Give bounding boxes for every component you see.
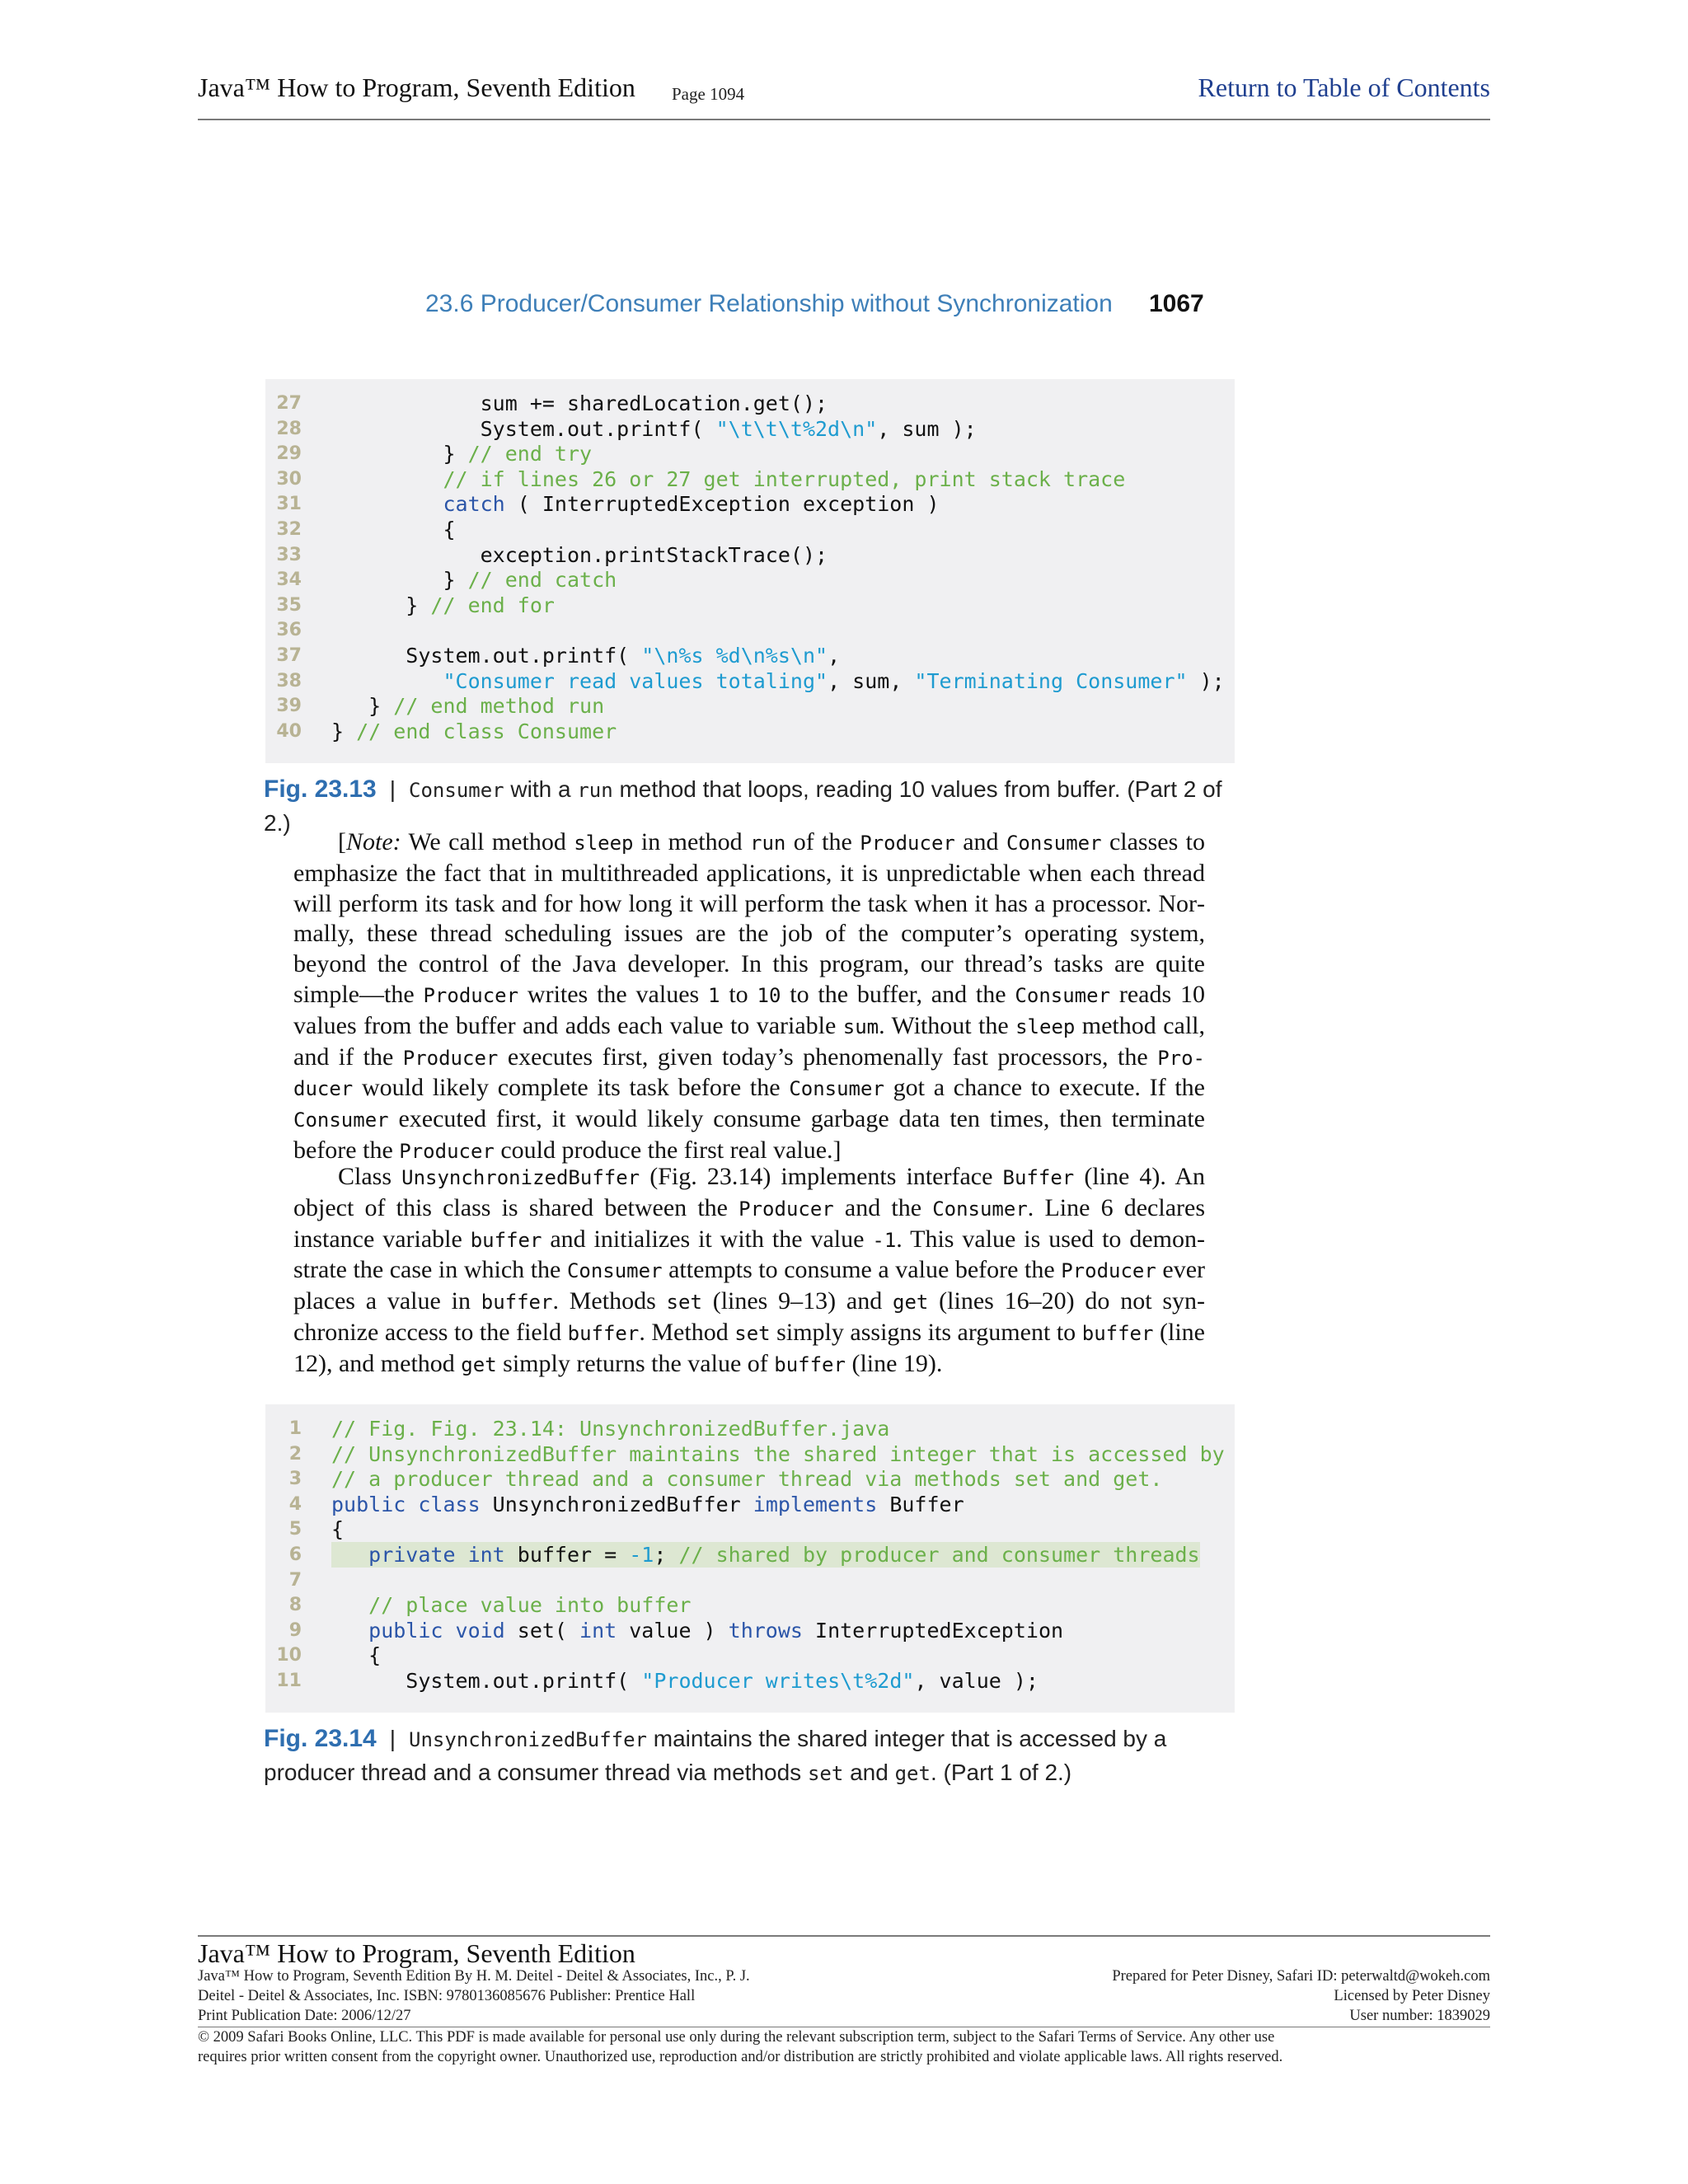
line-number: 40	[276, 720, 302, 742]
line-number: 37	[276, 645, 302, 666]
figure-caption-23-14	[264, 1722, 1245, 1790]
code-line	[265, 391, 1235, 416]
code-line	[265, 416, 1235, 442]
code-text: // if lines 26 or 27 get interrupted, print stack trace	[331, 466, 1126, 491]
body-text: reads 10 values from the buffer and adds each value to variable	[293, 980, 1205, 1039]
section-running-head: 23.6 Producer/Consumer Relationship without Synchronization	[425, 290, 1113, 317]
body-text: and initializes it with the value	[542, 1225, 873, 1253]
body-text: method call, and if the	[293, 1011, 1205, 1071]
body-text: could produce the first real value.]	[494, 1136, 842, 1164]
inline-code: UnsynchronizedBuffer	[401, 1166, 640, 1189]
code-text: // Fig. Fig. 23.14: UnsynchronizedBuffer.java	[331, 1417, 890, 1441]
caption-text: method that loops, reading 10 values from buffer. (Part 2 of 2.)	[264, 776, 1222, 836]
code-line	[265, 668, 1235, 694]
inline-code: set	[734, 1321, 771, 1345]
code-text: "Consumer read values totaling", sum, "Terminating Consumer" );	[331, 668, 1225, 693]
code-line	[265, 1466, 1235, 1492]
code-line	[265, 1568, 1235, 1593]
code-text: {	[331, 1643, 382, 1668]
line-number: 27	[276, 393, 302, 414]
top-header	[198, 73, 1490, 120]
code-line	[265, 1416, 1235, 1441]
body-text: Class	[338, 1163, 402, 1190]
code-text: exception.printStackTrace();	[331, 542, 828, 567]
body-text: . Methods	[552, 1287, 667, 1315]
line-number: 36	[276, 620, 302, 641]
footer-licensed-by: Licensed by Peter Disney	[1334, 1988, 1490, 2004]
body-text: in method	[633, 828, 751, 855]
page-label: Page 1094	[672, 84, 745, 104]
inline-code: Producer	[402, 1046, 499, 1070]
code-text: // a producer thread and a consumer thread via methods set and get.	[331, 1467, 1163, 1492]
code-line	[265, 466, 1235, 492]
code-text: sum += sharedLocation.get();	[331, 391, 828, 415]
code-listing-fig-23-14	[265, 1404, 1235, 1713]
code-line	[265, 593, 1235, 618]
footer-book-title: Java™ How to Program, Seventh Edition	[198, 1938, 635, 1968]
code-text: } // end try	[331, 442, 593, 466]
footer-date-line: Print Publication Date: 2006/12/27	[198, 2008, 411, 2024]
body-text: got a chance to execute. If the	[884, 1074, 1205, 1102]
figure-label: Fig. 23.13	[264, 776, 377, 803]
code-text: {	[331, 1517, 345, 1542]
inline-code: Producer	[738, 1197, 834, 1221]
book-page-number: 1067	[1149, 290, 1204, 317]
code-line	[265, 1516, 1235, 1542]
code-line	[265, 1492, 1235, 1517]
inline-code: Consumer	[1015, 983, 1111, 1007]
body-text: (lines 9–13) and	[701, 1287, 893, 1315]
inline-code: Buffer	[1002, 1166, 1075, 1189]
code-line	[265, 719, 1235, 744]
code-text: public void set( int value ) throws InterruptedException	[331, 1618, 1064, 1643]
italic-text: Note:	[346, 828, 401, 855]
line-number: 32	[276, 519, 302, 540]
inline-code: buffer	[1081, 1321, 1154, 1345]
code-line	[265, 693, 1235, 719]
body-text: simply returns the value of	[496, 1349, 775, 1377]
code-text: } // end method run	[331, 694, 605, 719]
line-number: 29	[276, 443, 302, 465]
inline-code: Consumer	[293, 1108, 389, 1132]
caption-code: Consumer	[409, 779, 504, 802]
line-number: 7	[288, 1569, 302, 1591]
body-text: (lines 16–20) do not synchronize access to the field	[293, 1287, 1205, 1346]
body-text: . Method	[639, 1318, 735, 1346]
body-text: . This value is used to demonstrate the case in which the	[293, 1225, 1205, 1284]
footer-user-number: User number: 1839029	[1349, 2008, 1490, 2024]
inline-code: 10	[757, 983, 781, 1007]
code-line	[265, 542, 1235, 568]
body-text: executes first, given today’s phenomenally fast processors, the	[498, 1043, 1158, 1071]
inline-code: Consumer	[566, 1259, 663, 1283]
caption-code: UnsynchronizedBuffer	[409, 1728, 647, 1751]
code-text: } // end class Consumer	[331, 719, 617, 743]
body-text: executed first, it would likely consume garbage data ten times, then terminate before the	[293, 1105, 1205, 1164]
inline-code: buffer	[470, 1228, 542, 1252]
line-number: 35	[276, 594, 302, 616]
line-number: 2	[288, 1443, 302, 1465]
body-text: simply assigns its argument to	[770, 1318, 1082, 1346]
inline-code: Consumer	[1006, 832, 1102, 855]
footer-copyright-line: © 2009 Safari Books Online, LLC. This PDF is made available for personal use only during the relevant subscription term, subject to the Safari Terms of Service. Any other use	[198, 2029, 1275, 2046]
footer-copyright-line: requires prior written consent from the copyright owner. Unauthorized use, reproduction and/or distribution are strictly prohibited and violate applicable laws. All rights reserved.	[198, 2049, 1283, 2065]
inline-code: Producer	[1061, 1259, 1156, 1283]
line-number: 1	[288, 1418, 302, 1439]
body-text: writes the values	[518, 980, 709, 1008]
code-text: System.out.printf( "\n%s %d\n%s\n",	[331, 644, 841, 668]
inline-code: get	[893, 1291, 929, 1315]
inline-code: sum	[842, 1015, 879, 1038]
line-number: 31	[276, 494, 302, 515]
inline-code: sleep	[1015, 1015, 1076, 1038]
code-line	[265, 441, 1235, 466]
code-line	[265, 491, 1235, 517]
caption-text: and	[843, 1760, 895, 1785]
caption-code: get	[894, 1762, 931, 1785]
inline-code: set	[666, 1291, 702, 1315]
inline-code: buffer	[774, 1352, 846, 1376]
caption-text: maintains the shared integer that is accessed by a producer thread and a consumer thread via methods	[264, 1726, 1167, 1785]
code-text: {	[331, 518, 456, 541]
code-listing-fig-23-13	[265, 379, 1235, 763]
code-line	[265, 567, 1235, 593]
code-line	[265, 1441, 1235, 1467]
code-line	[265, 643, 1235, 668]
code-text: public class UnsynchronizedBuffer implements Buffer	[331, 1492, 964, 1516]
line-number: 5	[288, 1519, 302, 1540]
inline-code: 1	[708, 983, 720, 1007]
footer-divider	[198, 1935, 1490, 1937]
code-text: } // end catch	[331, 568, 617, 593]
caption-separator: |	[389, 776, 396, 802]
inline-code: buffer	[567, 1321, 640, 1345]
body-text: (line 4). An object of this class is shared between the	[293, 1163, 1205, 1221]
code-text: catch ( InterruptedException exception )	[331, 492, 940, 517]
code-line	[265, 1542, 1235, 1568]
line-number: 34	[276, 569, 302, 591]
code-text: private int buffer = -1; // shared by producer and consumer threads	[331, 1543, 1200, 1567]
code-text: System.out.printf( "\t\t\t%2d\n", sum );	[331, 416, 977, 441]
inline-code: run	[750, 832, 786, 855]
line-number: 4	[288, 1493, 302, 1515]
footer-prepared-for: Prepared for Peter Disney, Safari ID: peterwaltd@wokeh.com	[1112, 1968, 1490, 1985]
inline-code: Consumer	[932, 1197, 1028, 1221]
inline-code: Producer	[860, 832, 955, 855]
line-number: 28	[276, 418, 302, 439]
code-line	[265, 617, 1235, 643]
body-text: (line 19).	[845, 1349, 943, 1377]
inline-code: get	[461, 1352, 497, 1376]
inline-code: Producer	[293, 1046, 1205, 1101]
figure-label: Fig. 23.14	[264, 1725, 377, 1752]
body-text: We call method	[401, 828, 574, 855]
inline-code: sleep	[574, 832, 634, 855]
caption-code: set	[807, 1762, 844, 1785]
caption-separator: |	[389, 1726, 396, 1751]
body-text: ever places a value in	[293, 1256, 1205, 1315]
line-number: 10	[276, 1645, 302, 1666]
line-number: 8	[288, 1595, 302, 1616]
book-title: Java™ How to Program, Seventh Edition	[198, 73, 635, 102]
body-text: (Fig. 23.14) implements interface	[640, 1163, 1003, 1190]
caption-code: run	[577, 779, 613, 802]
code-line	[265, 517, 1235, 542]
body-paragraph-note	[293, 827, 1205, 1167]
caption-text: . (Part 1 of 2.)	[930, 1760, 1072, 1785]
code-text: } // end for	[331, 593, 555, 617]
line-number: 9	[288, 1619, 302, 1641]
caption-text: with a	[504, 776, 578, 802]
line-number: 3	[288, 1469, 302, 1490]
body-text: . Without the	[879, 1011, 1016, 1039]
body-text: classes to emphasize the fact that in multithreaded applications, it is unpredictable when each thread will perform its task and for how long it will perform the task when it has a processor. Normally, these thread scheduling issues are the job of the computer’s operating system, beyond the control of the Java developer. In this program, our thread’s tasks are quite simple—the	[293, 828, 1206, 1008]
inline-code: Producer	[399, 1139, 495, 1163]
body-text: and the	[833, 1193, 933, 1221]
code-line	[265, 1643, 1235, 1668]
body-text: [	[338, 828, 346, 855]
line-number: 39	[276, 696, 302, 717]
return-to-toc-link[interactable]: Return to Table of Contents	[1198, 73, 1490, 102]
body-text: attempts to consume a value before the	[662, 1256, 1062, 1284]
line-number: 6	[288, 1544, 302, 1565]
body-text: to the buffer, and the	[781, 980, 1015, 1008]
inline-code: buffer	[481, 1291, 553, 1315]
line-number: 11	[276, 1671, 302, 1691]
body-text: and	[954, 828, 1006, 855]
code-line	[265, 1618, 1235, 1643]
footer-isbn-line: Deitel - Deitel & Associates, Inc. ISBN: 9780136085676 Publisher: Prentice Hall	[198, 1988, 696, 2004]
line-number: 33	[276, 544, 302, 565]
body-paragraph-class-description	[293, 1162, 1205, 1380]
inline-code: Producer	[423, 983, 519, 1007]
code-text: // UnsynchronizedBuffer maintains the shared integer that is accessed by	[331, 1441, 1225, 1466]
code-line	[265, 1592, 1235, 1618]
inline-code: Consumer	[789, 1077, 884, 1101]
body-text: . Line 6 declares instance variable	[293, 1193, 1205, 1253]
code-text: // place value into buffer	[331, 1593, 692, 1618]
code-line	[265, 1668, 1235, 1694]
body-text: (line 12), and method	[293, 1318, 1205, 1377]
line-number: 38	[276, 670, 302, 691]
line-number: 30	[276, 468, 302, 490]
body-text: to	[720, 980, 757, 1008]
inline-code: -1	[872, 1228, 897, 1252]
footer-author-line: Java™ How to Program, Seventh Edition By H. M. Deitel - Deitel & Associates, Inc., P. J.	[198, 1968, 750, 1985]
body-text: of the	[785, 828, 860, 855]
body-text: would likely complete its task before the	[353, 1074, 790, 1102]
code-text: System.out.printf( "Producer writes\t%2d", value );	[331, 1669, 1039, 1693]
